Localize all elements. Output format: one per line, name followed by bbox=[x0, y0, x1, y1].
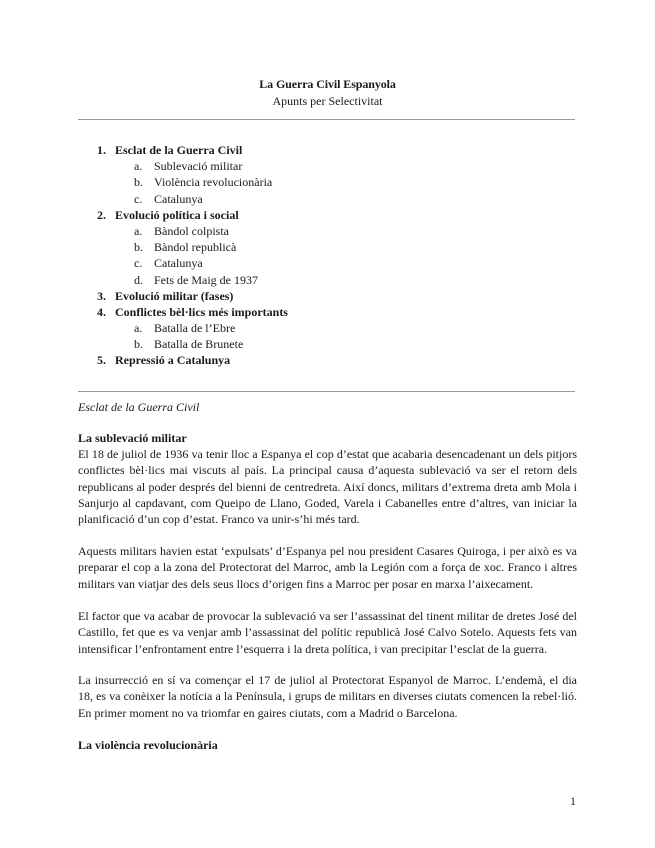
divider-top bbox=[78, 119, 575, 120]
toc-subitem bbox=[97, 336, 557, 352]
toc-subitem-letter: d. bbox=[134, 272, 143, 287]
toc-subitem-letter: a. bbox=[134, 223, 143, 238]
toc-subitem bbox=[97, 174, 557, 190]
toc-subitem-letter: a. bbox=[134, 321, 143, 336]
toc-subitem-label: Sublevació militar bbox=[154, 159, 243, 174]
document-subtitle: Apunts per Selectivitat bbox=[272, 94, 383, 108]
toc-subitem-label: Fets de Maig de 1937 bbox=[154, 272, 258, 287]
section-heading: Esclat de la Guerra Civil bbox=[78, 400, 200, 414]
toc-subitem-label: Violència revolucionària bbox=[154, 175, 273, 190]
toc-item bbox=[97, 207, 557, 223]
toc-item bbox=[97, 352, 557, 368]
toc-subitem bbox=[97, 255, 557, 271]
toc-subitem-letter: c. bbox=[134, 256, 143, 271]
toc-subitem bbox=[97, 223, 557, 239]
paragraph-2: Aquests militars havien estat ‘expulsats’ d’Espanya pel nou president Casares Quiroga, i per això es va preparar el cop a la zona del Protectorat del Marroc, amb la Legión com a força de xoc. Franco i altres militars van viatjar des dels seus llocs d’origen fins a Marroc per posar en marxa l’aixecament. bbox=[78, 544, 577, 591]
toc-subitem-label: Bàndol colpista bbox=[154, 223, 229, 238]
toc-item-number: 1. bbox=[97, 143, 106, 157]
subheading-sublevacio: La sublevació militar bbox=[78, 431, 187, 445]
toc-subitem-label: Batalla de l’Ebre bbox=[154, 321, 236, 336]
toc-subitem-letter: b. bbox=[134, 175, 143, 190]
paragraph-1: El 18 de juliol de 1936 va tenir lloc a Espanya el cop d’estat que acabaria desencadenant un dels pitjors conflictes bèl·lics mai viscuts al país. La principal causa d’aquesta sublevació va ser el retorn dels republicans al poder després del bienni de centredreta. Així doncs, militars d’extrema dreta amb Mola i Sanjurjo al capdavant, com Queipo de Llano, Goded, Varela i Cabanelles entre d’altres, van iniciar la planificació d’un cop d’estat. Franco va unir-s’hi més tard. bbox=[78, 447, 577, 527]
toc-item-number: 3. bbox=[97, 288, 106, 303]
divider-middle bbox=[78, 391, 575, 392]
toc-item-label: Conflictes bèl·lics més importants bbox=[115, 304, 288, 319]
page-number: 1 bbox=[570, 794, 576, 808]
paragraph-4: La insurrecció en sí va començar el 17 de juliol al Protectorat Espanyol de Marroc. L’endemà, el dia 18, es va conèixer la notícia a la Península, i grups de militars en diverses ciutats comencen la rebel·lió. En primer moment no va triomfar en gaires ciutats, com a Madrid o Barcelona. bbox=[78, 673, 577, 720]
toc-item-number: 2. bbox=[97, 207, 106, 222]
paragraph-3: El factor que va acabar de provocar la sublevació va ser l’assassinat del tinent militar de dretes José del Castillo, fet que es va venjar amb l’assassinat del polític republicà José Calvo Sotelo. Aquests fets van intensificar l’enfrontament entre l’esquerra i la dreta política, i van precipitar l’esclat de la guerra. bbox=[78, 609, 577, 656]
toc-subitem-label: Catalunya bbox=[154, 191, 203, 206]
toc-subitem bbox=[97, 272, 557, 288]
toc-item-label: Evolució política i social bbox=[115, 207, 239, 222]
toc-subitem bbox=[97, 320, 557, 336]
toc-subitem-letter: b. bbox=[134, 240, 143, 255]
toc-subitem bbox=[97, 191, 557, 207]
document-title: La Guerra Civil Espanyola bbox=[259, 77, 396, 91]
toc-item bbox=[97, 142, 557, 158]
toc-item bbox=[97, 288, 557, 304]
toc-subitem-label: Bàndol republicà bbox=[154, 240, 237, 255]
toc-item-number: 5. bbox=[97, 353, 106, 368]
toc-item bbox=[97, 304, 557, 320]
toc-subitem-label: Catalunya bbox=[154, 256, 203, 271]
toc-item-label: Esclat de la Guerra Civil bbox=[115, 143, 243, 157]
toc-subitem-label: Batalla de Brunete bbox=[154, 337, 244, 352]
toc-subitem bbox=[97, 239, 557, 255]
toc-subitem-letter: b. bbox=[134, 337, 143, 352]
toc-item-number: 4. bbox=[97, 304, 106, 319]
table-of-contents bbox=[97, 142, 557, 369]
toc-subitem-letter: a. bbox=[134, 159, 143, 174]
toc-item-label: Evolució militar (fases) bbox=[115, 288, 234, 303]
toc-subitem-letter: c. bbox=[134, 191, 143, 206]
toc-subitem bbox=[97, 158, 557, 174]
toc-item-label: Repressió a Catalunya bbox=[115, 353, 231, 368]
subheading-violencia: La violència revolucionària bbox=[78, 738, 218, 752]
